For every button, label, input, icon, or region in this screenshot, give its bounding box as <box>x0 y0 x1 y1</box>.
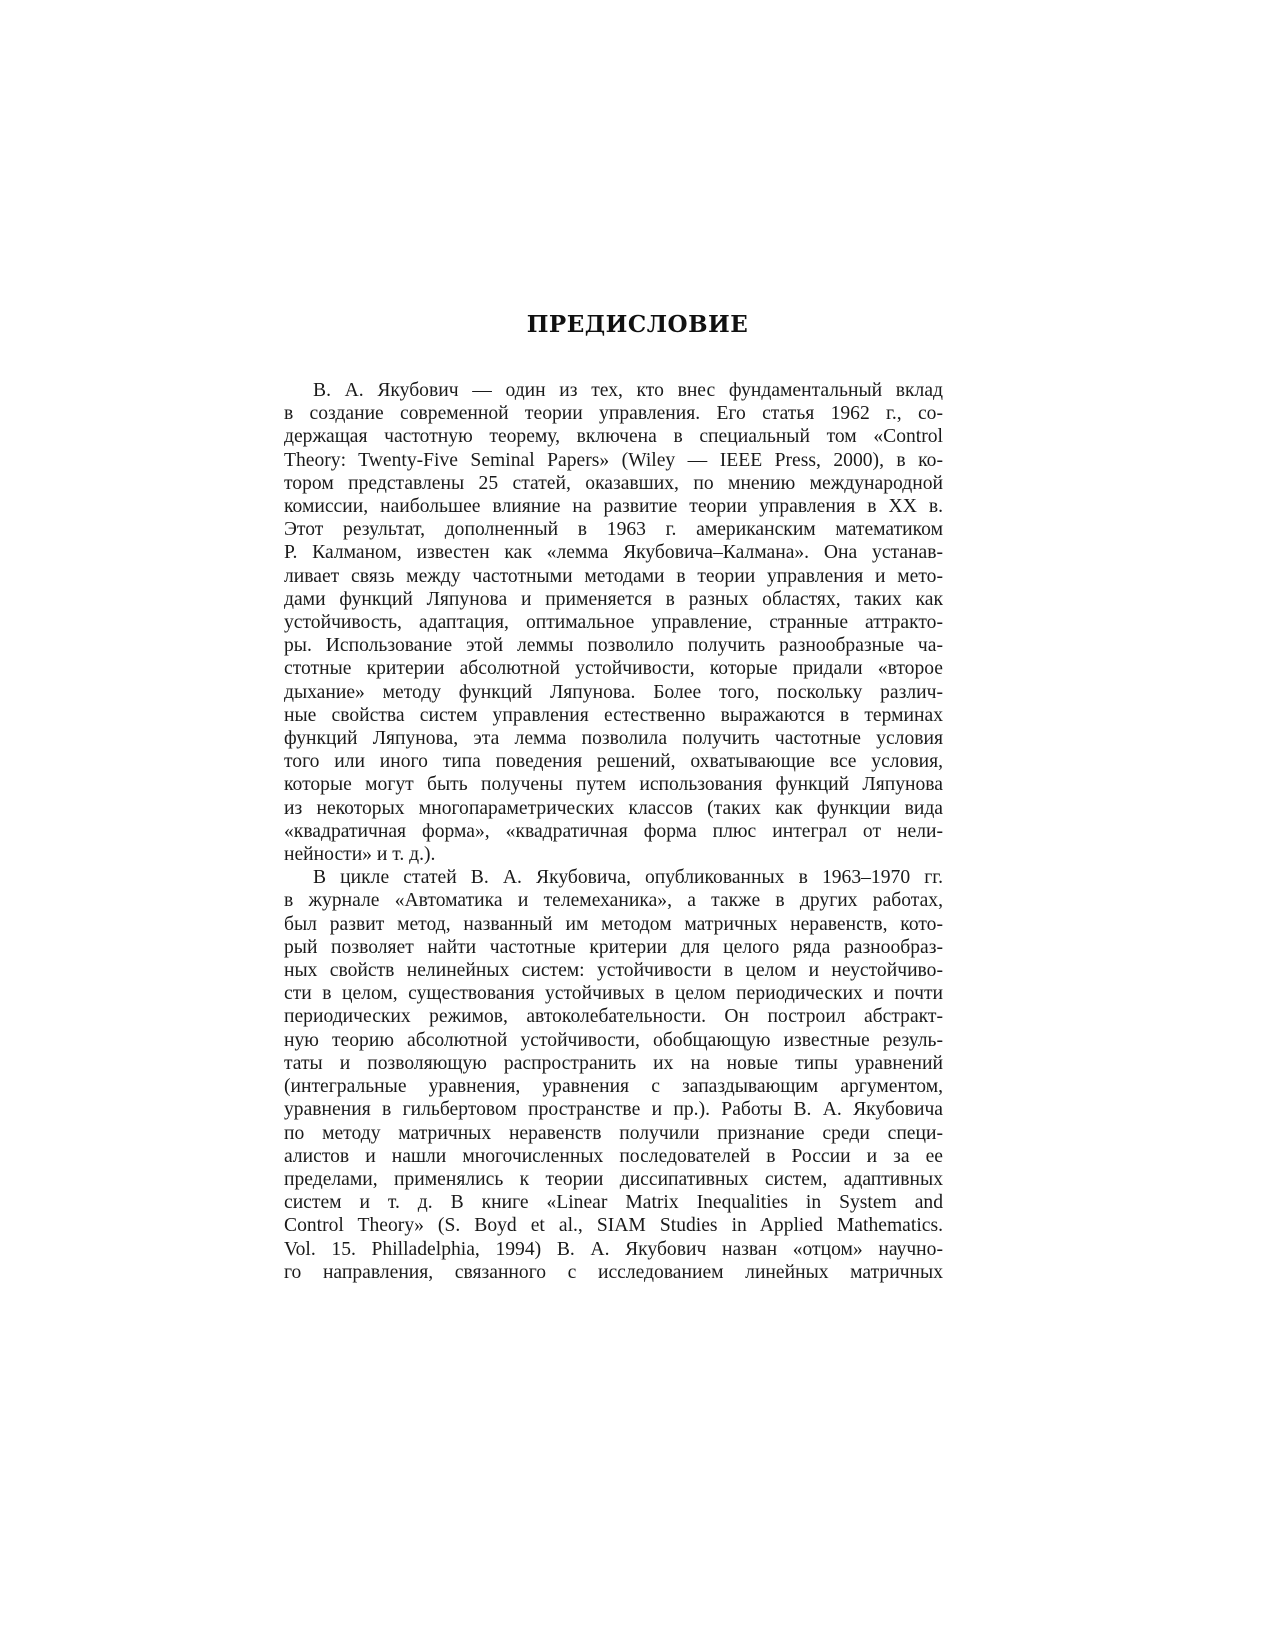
text-line: систем и т. д. В книге «Linear Matrix Inequalities in System and <box>284 1192 943 1214</box>
text-line: (интегральные уравнения, уравнения с запаздывающим аргументом, <box>284 1076 943 1098</box>
text-line: дами функций Ляпунова и применяется в разных областях, таких как <box>284 588 943 610</box>
text-line: таты и позволяющую распространить их на новые типы уравнений <box>284 1052 943 1074</box>
text-line: был развит метод, названный им методом матричных неравенств, кото- <box>284 913 943 935</box>
text-line: уравнения в гильбертовом пространстве и пр.). Работы В. А. Якубовича <box>284 1099 943 1121</box>
preface-body <box>284 379 943 1284</box>
text-line: дыхание» методу функций Ляпунова. Более того, поскольку различ- <box>284 681 943 703</box>
text-line: алистов и нашли многочисленных последователей в России и за ее <box>284 1145 943 1167</box>
text-line: ры. Использование этой леммы позволило получить разнообразные ча- <box>284 635 943 657</box>
text-line: которые могут быть получены путем использования функций Ляпунова <box>284 774 943 796</box>
text-line: ную теорию абсолютной устойчивости, обобщающую известные резуль- <box>284 1029 943 1051</box>
paragraph <box>284 379 943 866</box>
text-line: В. А. Якубович — один из тех, кто внес фундаментальный вклад <box>313 380 943 401</box>
text-line: Theory: Twenty-Five Seminal Papers» (Wiley — IEEE Press, 2000), в ко- <box>284 449 943 471</box>
text-line: сти в целом, существования устойчивых в целом периодических и почти <box>284 983 943 1005</box>
text-line: по методу матричных неравенств получили признание среди специ- <box>284 1122 943 1144</box>
text-line: стотные критерии абсолютной устойчивости, которые придали «второе <box>284 658 943 680</box>
text-line: периодических режимов, автоколебательности. Он построил абстракт- <box>284 1006 943 1028</box>
text-line: того или иного типа поведения решений, охватывающие все условия, <box>284 751 943 773</box>
text-line: Р. Калманом, известен как «лемма Якубовича–Калмана». Она устанав- <box>284 542 943 564</box>
text-line: ные свойства систем управления естественно выражаются в терминах <box>284 704 943 726</box>
text-line: комиссии, наибольшее влияние на развитие теории управления в XX в. <box>284 496 943 518</box>
text-line: ливает связь между частотными методами в теории управления и мето- <box>284 565 943 587</box>
paragraph <box>284 866 943 1284</box>
text-line: ных свойств нелинейных систем: устойчивости в целом и неустойчиво- <box>284 960 943 982</box>
text-line: в создание современной теории управления. Его статья 1962 г., со- <box>284 403 943 425</box>
text-line: устойчивость, адаптация, оптимальное управление, странные аттракто- <box>284 612 943 634</box>
text-line: Control Theory» (S. Boyd et al., SIAM Studies in Applied Mathematics. <box>284 1215 943 1237</box>
page-title: ПРЕДИСЛОВИЕ <box>526 311 749 338</box>
text-line: Vol. 15. Philladelphia, 1994) В. А. Якубович назван «отцом» научно- <box>284 1238 943 1260</box>
text-line: Этот результат, дополненный в 1963 г. американским математиком <box>284 519 943 541</box>
text-line: тором представлены 25 статей, оказавших, по мнению международной <box>284 472 943 494</box>
text-line: держащая частотную теорему, включена в специальный том «Control <box>284 426 943 448</box>
text-line: В цикле статей В. А. Якубовича, опубликованных в 1963–1970 гг. <box>313 867 943 889</box>
text-line: в журнале «Автоматика и телемеханика», а также в других работах, <box>284 890 943 912</box>
text-line: пределами, применялись к теории диссипативных систем, адаптивных <box>284 1168 943 1190</box>
text-line: нейности» и т. д.). <box>284 844 436 866</box>
text-line: рый позволяет найти частотные критерии для целого ряда разнообраз- <box>284 936 943 958</box>
text-line: «квадратичная форма», «квадратичная форма плюс интеграл от нели- <box>284 820 943 842</box>
text-line: го направления, связанного с исследованием линейных матричных <box>284 1261 943 1283</box>
text-line: из некоторых многопараметрических классов (таких как функции вида <box>284 797 943 819</box>
text-line: функций Ляпунова, эта лемма позволила получить частотные условия <box>284 728 943 750</box>
